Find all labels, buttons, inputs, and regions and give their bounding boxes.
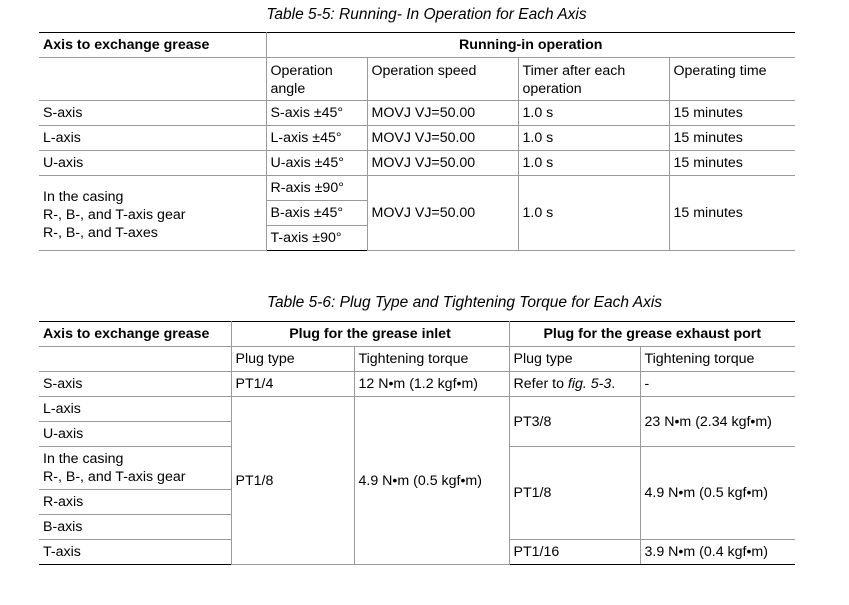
table-row — [39, 126, 795, 151]
angle-cell: B-axis ±45° — [266, 201, 367, 226]
plug-type-tightening-torque-table — [39, 321, 795, 565]
header-plug-grease-inlet: Plug for the grease inlet — [231, 322, 509, 347]
speed-cell: MOVJ VJ=50.00 — [367, 176, 518, 251]
exhaust-plug-type-cell: PT1/16 — [509, 540, 640, 565]
axis-casing-line: R-, B-, and T-axes — [43, 224, 158, 241]
header-exhaust-tightening-torque: Tightening torque — [640, 347, 795, 372]
time-cell: 15 minutes — [669, 101, 795, 126]
axis-casing-line: In the casing — [43, 188, 124, 205]
axis-casing-cell — [39, 176, 266, 251]
speed-cell: MOVJ VJ=50.00 — [367, 126, 518, 151]
table-row — [39, 101, 795, 126]
time-cell: 15 minutes — [669, 176, 795, 251]
axis-cell: S-axis — [39, 101, 266, 126]
table-row — [39, 372, 795, 397]
exhaust-plug-type-cell: PT1/8 — [509, 447, 640, 540]
axis-casing-line: R-, B-, and T-axis gear — [43, 206, 186, 223]
inlet-torque-cell: 12 N•m (1.2 kgf•m) — [354, 372, 509, 397]
inlet-torque-cell: 4.9 N•m (0.5 kgf•m) — [354, 397, 509, 565]
header-axis-spacer — [39, 347, 231, 372]
axis-casing-line: R-, B-, and T-axis gear — [43, 469, 186, 485]
inlet-plug-type-cell: PT1/4 — [231, 372, 354, 397]
timer-cell: 1.0 s — [518, 126, 669, 151]
timer-cell: 1.0 s — [518, 101, 669, 126]
table-5-6-caption: Table 5-6: Plug Type and Tightening Torque for Each Axis — [266, 294, 663, 311]
header-axis-to-exchange-grease: Axis to exchange grease — [39, 322, 231, 347]
axis-cell: U-axis — [39, 422, 231, 447]
header-inlet-plug-type: Plug type — [231, 347, 354, 372]
axis-cell: R-axis — [39, 490, 231, 515]
angle-cell: U-axis ±45° — [266, 151, 367, 176]
header-inlet-tightening-torque: Tightening torque — [354, 347, 509, 372]
exhaust-torque-cell: 23 N•m (2.34 kgf•m) — [640, 397, 795, 447]
header-operating-time: Operating time — [669, 58, 795, 101]
exhaust-torque-cell: 3.9 N•m (0.4 kgf•m) — [640, 540, 795, 565]
header-timer-after-each-operation: Timer after each operation — [518, 58, 669, 101]
speed-cell: MOVJ VJ=50.00 — [367, 101, 518, 126]
axis-casing-line: In the casing — [43, 451, 124, 467]
header-running-in-operation: Running-in operation — [266, 33, 795, 58]
timer-cell: 1.0 s — [518, 151, 669, 176]
exhaust-torque-cell: - — [640, 372, 795, 397]
table-5-5-caption: Table 5-5: Running- In Operation for Each Axis — [266, 6, 587, 23]
exhaust-torque-cell: 4.9 N•m (0.5 kgf•m) — [640, 447, 795, 540]
running-in-operation-table — [39, 32, 795, 251]
axis-cell: U-axis — [39, 151, 266, 176]
table-row — [39, 397, 795, 422]
header-plug-grease-exhaust-port: Plug for the grease exhaust port — [509, 322, 795, 347]
axis-cell: T-axis — [39, 540, 231, 565]
axis-cell: S-axis — [39, 372, 231, 397]
speed-cell: MOVJ VJ=50.00 — [367, 151, 518, 176]
time-cell: 15 minutes — [669, 151, 795, 176]
angle-cell: S-axis ±45° — [266, 101, 367, 126]
exhaust-plug-type-cell: PT3/8 — [509, 397, 640, 447]
refer-text: Refer to — [513, 376, 568, 392]
axis-cell: L-axis — [39, 397, 231, 422]
inlet-plug-type-cell: PT1/8 — [231, 397, 354, 565]
axis-casing-cell — [39, 447, 231, 490]
time-cell: 15 minutes — [669, 126, 795, 151]
header-operation-angle: Operation angle — [266, 58, 367, 101]
header-axis-to-exchange-grease: Axis to exchange grease — [39, 33, 266, 58]
table-row — [39, 151, 795, 176]
angle-cell: R-axis ±90° — [266, 176, 367, 201]
figure-reference: fig. 5-3 — [567, 376, 612, 392]
exhaust-plug-type-cell — [509, 372, 640, 397]
header-exhaust-plug-type: Plug type — [509, 347, 640, 372]
refer-suffix: . — [611, 376, 616, 392]
table-row — [39, 176, 795, 201]
angle-cell: L-axis ±45° — [266, 126, 367, 151]
header-operation-speed: Operation speed — [367, 58, 518, 101]
axis-cell: L-axis — [39, 126, 266, 151]
angle-cell: T-axis ±90° — [266, 226, 367, 251]
timer-cell: 1.0 s — [518, 176, 669, 251]
axis-cell: B-axis — [39, 515, 231, 540]
header-axis-spacer — [39, 58, 266, 101]
